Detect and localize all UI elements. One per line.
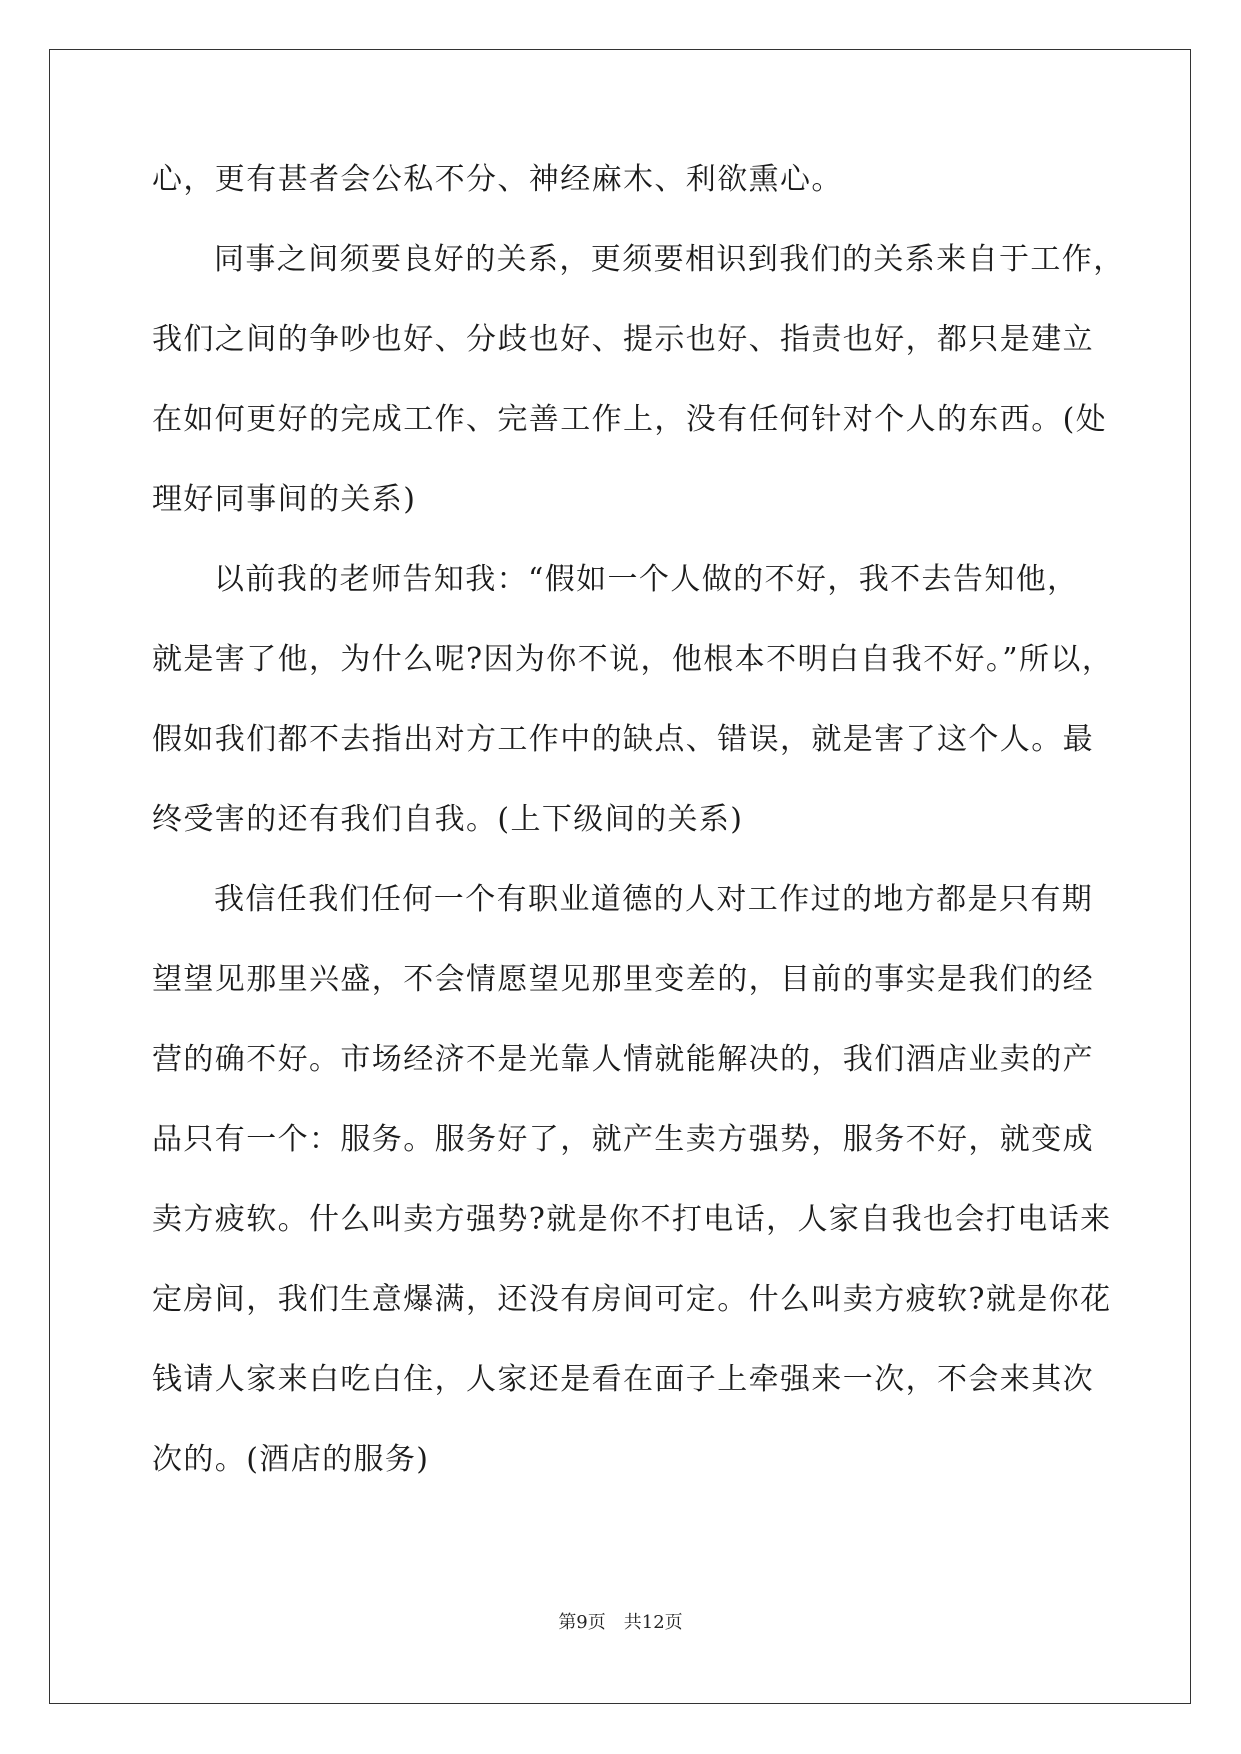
text-line: 次的。(酒店的服务)	[152, 1442, 430, 1477]
text-line: 心，更有甚者会公私不分、神经麻木、利欲熏心。	[152, 162, 843, 197]
text-line: 理好同事间的关系)	[152, 482, 417, 517]
text-line: 品只有一个：服务。服务好了，就产生卖方强势，服务不好，就变成	[152, 1122, 1094, 1157]
text-line: 望望见那里兴盛，不会情愿望见那里变差的，目前的事实是我们的经	[152, 962, 1094, 997]
page-footer	[0, 1608, 1241, 1634]
paragraph-start-line: 同事之间须要良好的关系，更须要相识到我们的关系来自于工作，	[214, 242, 1125, 277]
text-line: 假如我们都不去指出对方工作中的缺点、错误，就是害了这个人。最	[152, 722, 1094, 757]
text-line: 定房间，我们生意爆满，还没有房间可定。什么叫卖方疲软?就是你花	[152, 1282, 1112, 1317]
paragraph-start-line: 以前我的老师告知我：“假如一个人做的不好，我不去告知他，	[214, 562, 1079, 597]
page-total: 共12页	[623, 1612, 683, 1633]
text-line: 钱请人家来白吃白住，人家还是看在面子上牵强来一次，不会来其次	[152, 1362, 1094, 1397]
text-line: 终受害的还有我们自我。(上下级间的关系)	[152, 802, 744, 837]
page-number: 第9页	[558, 1612, 606, 1633]
text-line: 我们之间的争吵也好、分歧也好、提示也好、指责也好，都只是建立	[152, 322, 1094, 357]
paragraph-start-line: 我信任我们任何一个有职业道德的人对工作过的地方都是只有期	[214, 882, 1094, 917]
text-line: 营的确不好。市场经济不是光靠人情就能解决的，我们酒店业卖的产	[152, 1042, 1094, 1077]
text-line: 就是害了他，为什么呢?因为你不说，他根本不明白自我不好。”所以，	[152, 642, 1114, 677]
text-line: 卖方疲软。什么叫卖方强势?就是你不打电话，人家自我也会打电话来	[152, 1202, 1112, 1237]
text-line: 在如何更好的完成工作、完善工作上，没有任何针对个人的东西。(处	[152, 402, 1108, 437]
